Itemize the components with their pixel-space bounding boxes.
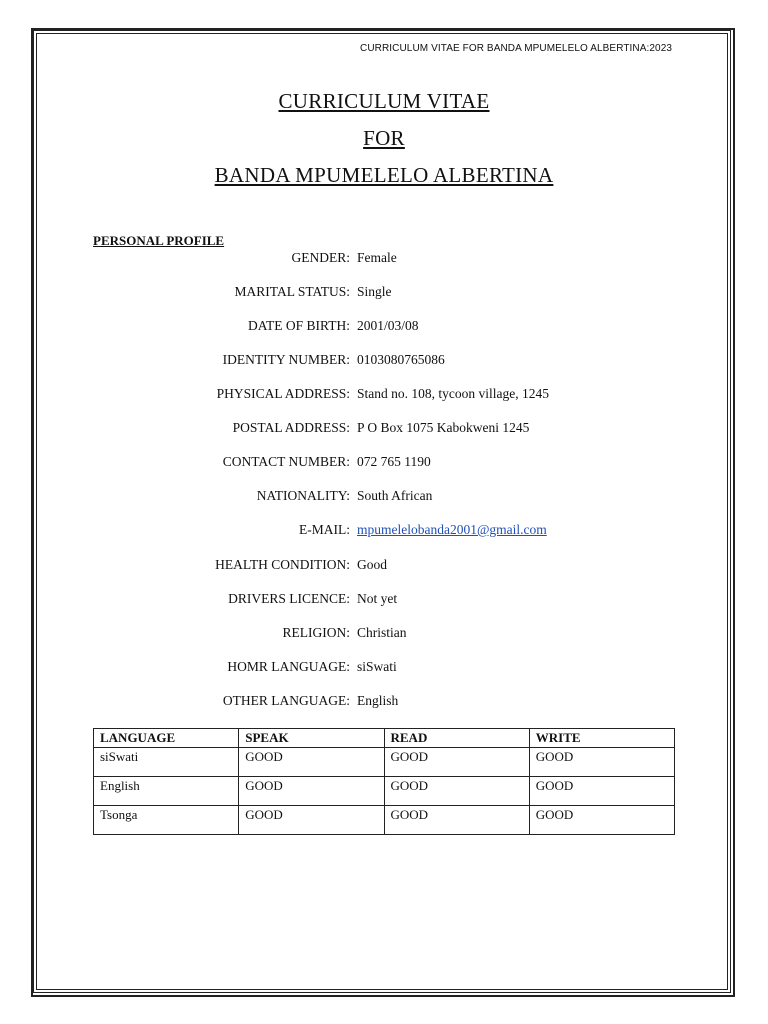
table-row [94, 748, 675, 777]
table-cell: English [94, 777, 239, 806]
table-cell: GOOD [384, 748, 529, 777]
field-label: DRIVERS LICENCE: [228, 591, 350, 606]
field-label: IDENTITY NUMBER: [222, 352, 350, 367]
table-cell: GOOD [239, 777, 384, 806]
field-contact-number [0, 454, 768, 474]
column-header: WRITE [529, 729, 674, 748]
field-value: 072 765 1190 [357, 454, 431, 469]
field-gender [0, 250, 768, 270]
field-value: Good [357, 557, 387, 572]
field-identity-number [0, 352, 768, 372]
field-label: MARITAL STATUS: [234, 284, 350, 299]
table-cell: GOOD [529, 748, 674, 777]
column-header: LANGUAGE [94, 729, 239, 748]
field-religion [0, 625, 768, 645]
personal-profile-heading: PERSONAL PROFILE [93, 233, 225, 248]
field-value: South African [357, 488, 433, 503]
table-cell: GOOD [384, 777, 529, 806]
field-value: Not yet [357, 591, 398, 606]
table-cell: Tsonga [94, 806, 239, 835]
field-nationality [0, 488, 768, 508]
column-header: READ [384, 729, 529, 748]
field-label: E-MAIL: [299, 522, 350, 537]
table-header-row [94, 729, 675, 748]
field-label: POSTAL ADDRESS: [232, 420, 350, 435]
email-link[interactable]: mpumelelobanda2001@gmail.com [357, 522, 547, 537]
field-value: Single [357, 284, 392, 299]
field-health-condition [0, 557, 768, 577]
running-header: CURRICULUM VITAE FOR BANDA MPUMELELO ALBERTINA:2023 [360, 43, 673, 54]
field-value: Christian [357, 625, 407, 640]
field-value: P O Box 1075 Kabokweni 1245 [357, 420, 530, 435]
field-label: RELIGION: [282, 625, 350, 640]
field-value: Female [357, 250, 397, 265]
field-other-language [0, 693, 768, 713]
title-line-2: FOR [363, 126, 405, 150]
field-label: NATIONALITY: [256, 488, 350, 503]
field-label: GENDER: [291, 250, 350, 265]
table-cell: GOOD [239, 806, 384, 835]
field-label: DATE OF BIRTH: [248, 318, 350, 333]
table-cell: siSwati [94, 748, 239, 777]
language-table [93, 728, 675, 835]
field-value: English [357, 693, 399, 708]
field-label: OTHER LANGUAGE: [222, 693, 350, 708]
field-value: Stand no. 108, tycoon village, 1245 [357, 386, 549, 401]
table-row [94, 806, 675, 835]
field-physical-address [0, 386, 768, 406]
table-cell: GOOD [384, 806, 529, 835]
table-cell: GOOD [529, 777, 674, 806]
field-value: 2001/03/08 [357, 318, 419, 333]
field-value: 0103080765086 [357, 352, 445, 367]
table-row [94, 777, 675, 806]
field-label: CONTACT NUMBER: [222, 454, 350, 469]
field-label: HEALTH CONDITION: [215, 557, 350, 572]
title-line-1: CURRICULUM VITAE [278, 89, 490, 113]
field-drivers-licence [0, 591, 768, 611]
table-cell: GOOD [239, 748, 384, 777]
field-label: PHYSICAL ADDRESS: [216, 386, 350, 401]
field-postal-address [0, 420, 768, 440]
column-header: SPEAK [239, 729, 384, 748]
field-label: HOMR LANGUAGE: [227, 659, 350, 674]
field-marital-status [0, 284, 768, 304]
table-cell: GOOD [529, 806, 674, 835]
field-home-language [0, 659, 768, 679]
field-email [0, 522, 768, 542]
field-value: siSwati [357, 659, 397, 674]
field-date-of-birth [0, 318, 768, 338]
title-line-3: BANDA MPUMELELO ALBERTINA [214, 163, 554, 187]
